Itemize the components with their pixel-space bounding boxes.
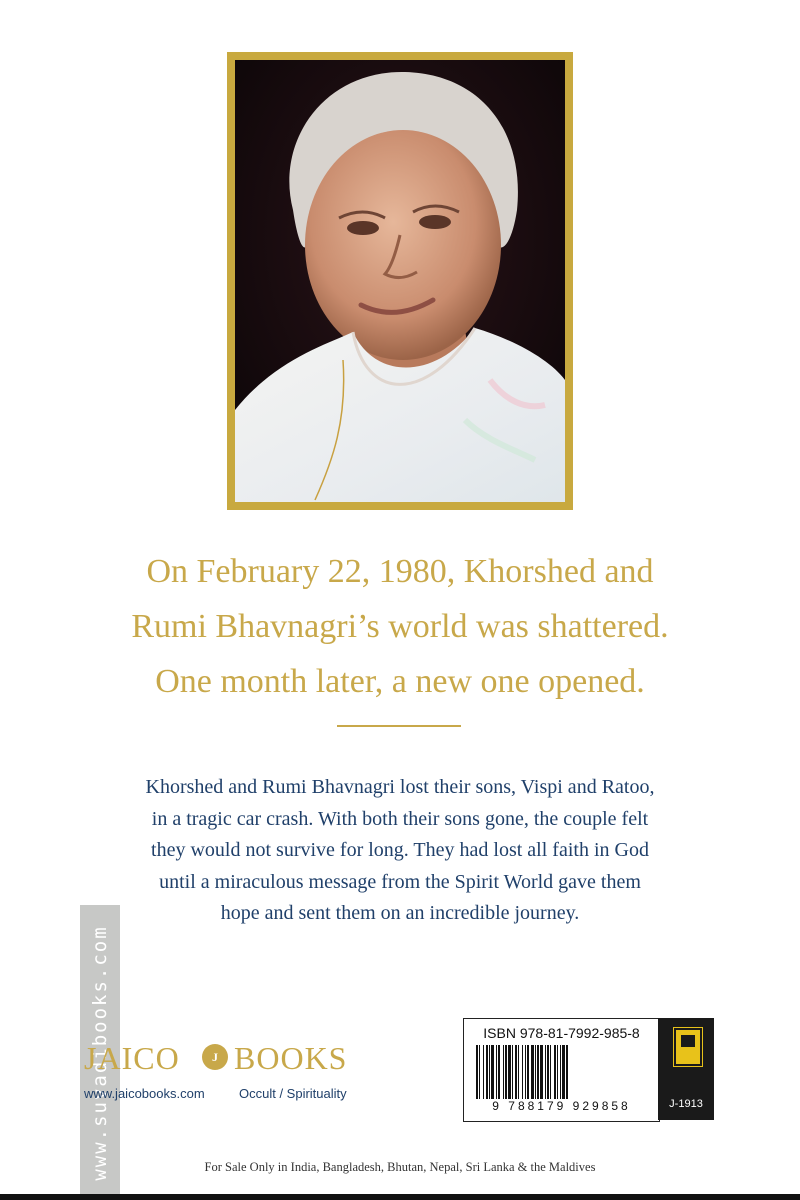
author-portrait-illustration [235,60,565,502]
headline-line: Rumi Bhavnagri’s world was shattered. [131,608,669,645]
isbn-number: ISBN 978-81-7992-985-8 [483,1025,640,1041]
catalog-code-box [658,1018,714,1120]
watermark-text: www.suvadibooks.com [89,925,111,1181]
headline-line: On February 22, 1980, Khorshed and [146,553,654,590]
bottom-rule [0,1194,800,1200]
blurb-paragraph [80,772,720,930]
blurb-line: Khorshed and Rumi Bhavnagri lost their sons, Vispi and Ratoo, [145,776,655,798]
publisher-name-left: JAICO [84,1040,180,1076]
headline [60,544,740,709]
publisher-url: www.jaicobooks.com [84,1086,205,1101]
blurb-line: until a miraculous message from the Spirit World gave them [159,870,641,893]
author-photo [235,60,565,502]
publisher-logo-icon: J [202,1044,228,1070]
blurb-line: hope and sent them on an incredible journey. [220,902,580,924]
book-category: Occult / Spirituality [239,1086,347,1101]
barcode-digits: 9 788179 929858 [492,1099,631,1113]
divider-rule [337,725,461,727]
author-photo-frame [227,52,573,510]
ebook-logo-icon [674,1028,702,1066]
headline-line: One month later, a new one opened. [155,663,645,700]
isbn-barcode [463,1018,660,1122]
sale-territory-note: For Sale Only in India, Bangladesh, Bhutan, Nepal, Sri Lanka & the Maldives [204,1160,596,1174]
publisher-block [84,1040,384,1110]
barcode-bars [476,1045,647,1099]
catalog-code: J-1913 [669,1098,703,1110]
publisher-name-right: BOOKS [234,1040,348,1076]
blurb-line: they would not survive for long. They had lost all faith in God [151,839,649,861]
blurb-line: in a tragic car crash. With both their sons gone, the couple felt [151,807,649,830]
